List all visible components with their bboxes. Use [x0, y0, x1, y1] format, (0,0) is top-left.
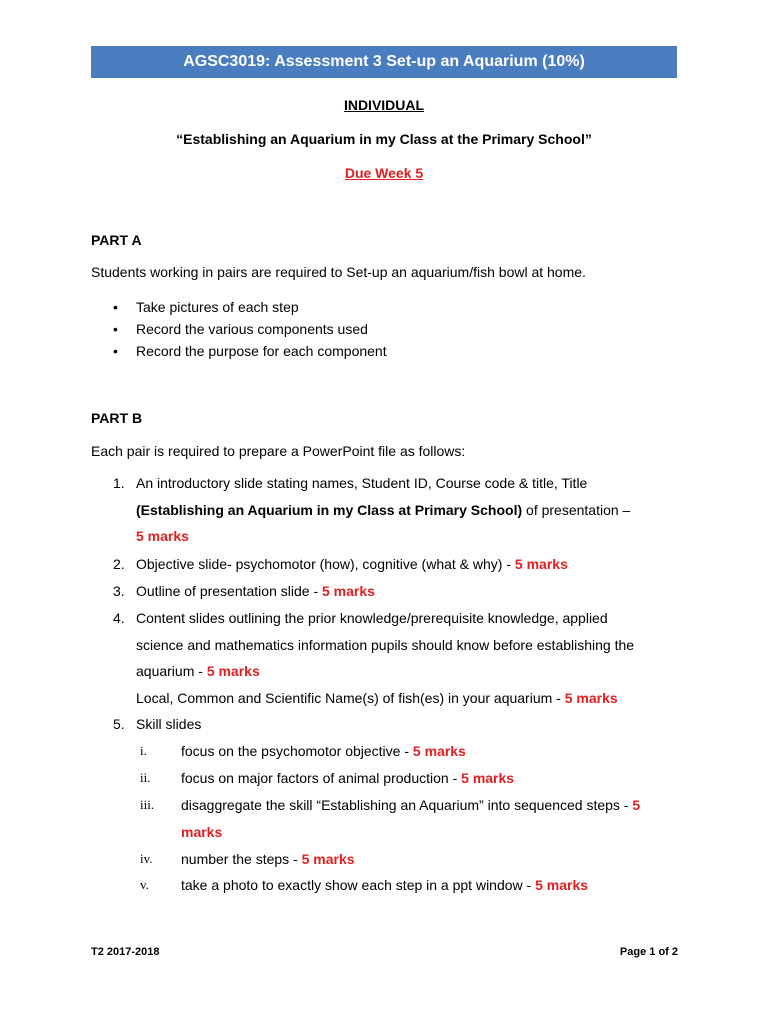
marks-label: 5	[632, 797, 641, 813]
marks-label: 5 marks	[535, 877, 589, 893]
roman-numeral: iii.	[140, 797, 155, 812]
document-title: AGSC3019: Assessment 3 Set-up an Aquarium (10%)	[183, 53, 585, 70]
marks-label: marks	[181, 823, 223, 840]
bullet-icon: •	[113, 343, 118, 359]
roman-numeral: i.	[140, 743, 147, 758]
marks-label: 5 marks	[206, 663, 260, 679]
roman-numeral: v.	[140, 877, 149, 892]
item-number: 1.	[113, 475, 125, 491]
sub-item-v: v. take a photo to exactly show each step in a ppt window - 5 marks	[140, 872, 680, 899]
subtitle: INDIVIDUAL	[343, 97, 425, 113]
list-item-2: 2. Objective slide- psychomotor (how), cognitive (what & why) - 5 marks	[113, 551, 683, 578]
marks-label: 5 marks	[461, 770, 515, 786]
sub-item-i: i. focus on the psychomotor objective - 5 marks	[140, 738, 680, 765]
list-item: • Record the purpose for each component	[113, 340, 387, 362]
footer-term: T2 2017-2018	[91, 946, 160, 958]
sub-item-iii: iii. disaggregate the skill “Establishing an Aquarium” into sequenced steps - 5 marks	[140, 792, 680, 845]
list-item-4: 4. Content slides outlining the prior knowledge/prerequisite knowledge, applied science and mathematics information pupils should know before establishing the aquarium - 5 marks Local, Common and Scientific Name(s) of fish(es) in your aquarium - 5 marks	[113, 605, 683, 711]
marks-label: 5 marks	[301, 851, 355, 867]
part-b-intro: Each pair is required to prepare a PowerPoint file as follows:	[91, 443, 466, 459]
roman-numeral: iv.	[140, 851, 153, 866]
part-b-heading: PART B	[91, 410, 143, 426]
marks-label: 5 marks	[412, 743, 466, 759]
part-a-bullets	[113, 296, 387, 362]
list-item-1: 1. An introductory slide stating names, Student ID, Course code & title, Title (Establishing an Aquarium in my Class at Primary School) of presentation – 5 marks	[113, 470, 683, 550]
part-a-intro: Students working in pairs are required to Set-up an aquarium/fish bowl at home.	[91, 264, 586, 280]
bullet-icon: •	[113, 299, 118, 315]
bullet-icon: •	[113, 321, 118, 337]
due-date: Due Week 5	[344, 165, 424, 181]
marks-label: 5 marks	[564, 689, 618, 706]
part-a-heading: PART A	[91, 232, 142, 248]
sub-item-iv: iv. number the steps - 5 marks	[140, 846, 680, 873]
marks-label: 5 marks	[514, 556, 568, 572]
item-number: 4.	[113, 610, 125, 626]
list-item-3: 3. Outline of presentation slide - 5 marks	[113, 578, 683, 605]
sub-item-ii: ii. focus on major factors of animal production - 5 marks	[140, 765, 680, 792]
item-number: 3.	[113, 583, 125, 599]
presentation-title: (Establishing an Aquarium in my Class at Primary School)	[136, 501, 523, 518]
marks-label: 5 marks	[322, 583, 375, 599]
list-item: • Take pictures of each step	[113, 296, 387, 318]
item-number: 2.	[113, 556, 125, 572]
roman-numeral: ii.	[140, 770, 151, 785]
footer-page-number: Page 1 of 2	[619, 946, 678, 958]
list-item-5: 5. Skill slides	[113, 711, 683, 738]
assignment-title: “Establishing an Aquarium in my Class at the Primary School”	[176, 131, 592, 147]
marks-label: 5 marks	[136, 528, 189, 544]
header-banner	[91, 46, 677, 78]
list-item: • Record the various components used	[113, 318, 387, 340]
item-number: 5.	[113, 716, 125, 732]
